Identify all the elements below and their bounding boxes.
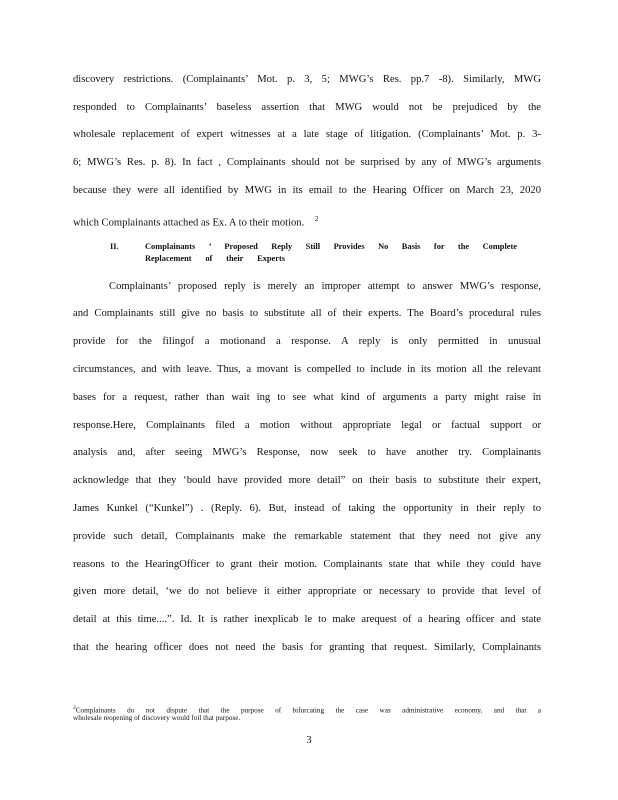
page-number: 3 (306, 735, 312, 746)
body-line: circumstances, and with leave. Thus, a movant is compelled to include in its motion all the relevant (73, 364, 541, 375)
body-line: James Kunkel (“Kunkel”) . (Reply. 6). But, instead of taking the opportunity in their reply to (73, 503, 541, 514)
heading-line-1: Complainants ’ Proposed Reply Still Provides No Basis for the Complete (145, 242, 517, 251)
body-line: that the hearing officer does not need the basis for granting that request. Similarly, Complainants (73, 642, 541, 653)
footnote-reference: 2 (314, 215, 319, 223)
body-line: wholesale replacement of expert witnesses at a late stage of litigation. (Complainants’ Mot. p. 3- (73, 129, 541, 140)
body-line: provide such detail, Complainants make the remarkable statement that they need not give any (73, 531, 541, 542)
body-line: acknowledge that they ‘bould have provided more detail” on their basis to substitute their expert, (73, 475, 541, 486)
footnote-text: Complainants do not dispute that the purpose of bifurcating the case was administrative economy, and that a (75, 706, 541, 715)
body-line-last (73, 212, 318, 231)
heading-number: II. (110, 242, 119, 251)
body-line: detail at this time....”. Id. It is rather inexplicab le to make arequest of a hearing officer and state (73, 614, 541, 625)
body-line: bases for a request, rather than wait ing to see what kind of arguments a party might raise in (73, 392, 541, 403)
body-line: and Complainants still give no basis to substitute all of their experts. The Board’s procedural rules (73, 308, 541, 319)
body-line: Complainants’ proposed reply is merely an improper attempt to answer MWG’s response, (109, 281, 541, 292)
body-line: discovery restrictions. (Complainants’ Mot. p. 3, 5; MWG’s Res. pp.7 -8). Similarly, MWG (73, 74, 541, 85)
body-line: 6; MWG’s Res. p. 8). In fact , Complainants should not be surprised by any of MWG’s arguments (73, 157, 541, 168)
body-line-text: which Complainants attached as Ex. A to their motion. (73, 217, 305, 229)
body-line: response.Here, Complainants filed a motion without appropriate legal or factual support or (73, 420, 541, 431)
body-line: responded to Complainants’ baseless assertion that MWG would not be prejudiced by the (73, 102, 541, 113)
body-line: reasons to the HearingOfficer to grant their motion. Complainants state that while they could have (73, 559, 541, 570)
heading-line-2: Replacement of their Experts (145, 254, 285, 263)
footnote-marker: 2 (73, 705, 76, 711)
body-line: because they were all identified by MWG in its email to the Hearing Officer on March 23, 2020 (73, 185, 541, 196)
body-line: given more detail, ‘we do not believe it either appropriate or necessary to provide that level of (73, 586, 541, 597)
body-line: provide for the filingof a motionand a response. A reply is only permitted in unusual (73, 336, 541, 347)
footnote-line-2: wholesale reopening of discovery would foil that purpose. (73, 714, 241, 722)
body-line: analysis and, after seeing MWG’s Response, now seek to have another try. Complainants (73, 447, 541, 458)
